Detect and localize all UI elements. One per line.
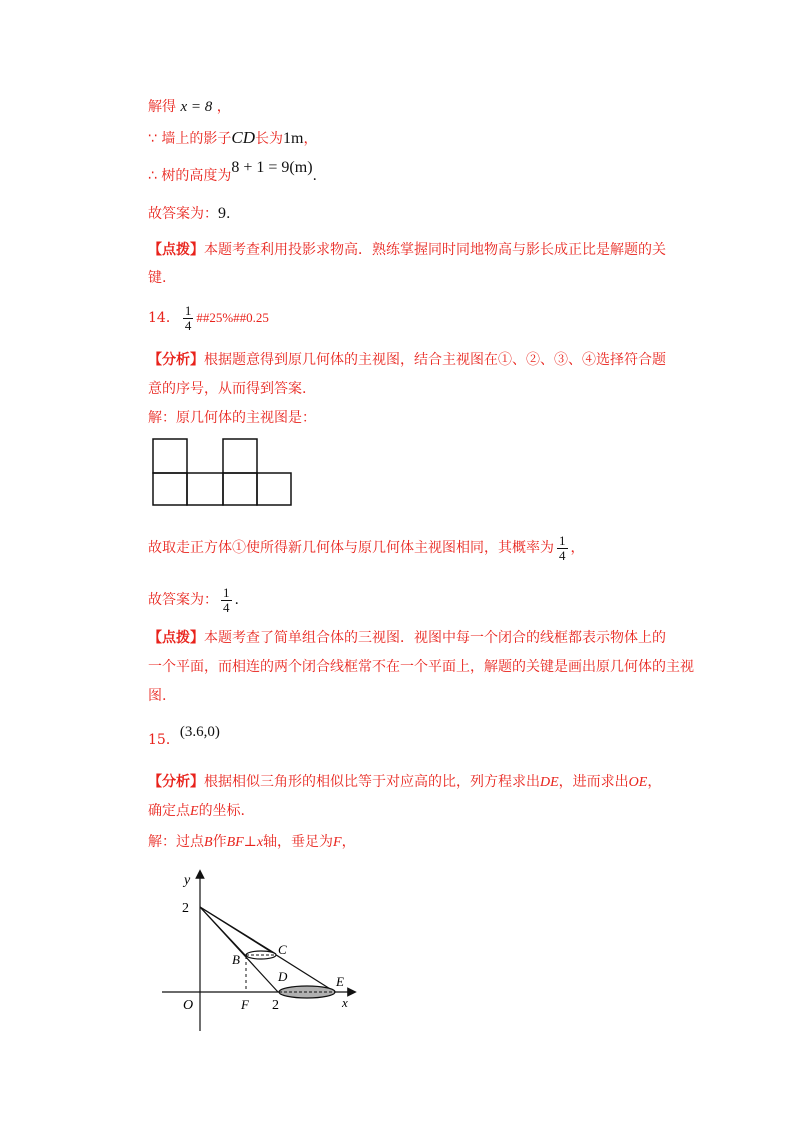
- tip13-label: 【点拨】: [148, 242, 204, 258]
- q15-analysis-text-c: ，: [647, 774, 662, 790]
- therefore-suffix: .: [312, 168, 317, 184]
- solve-suffix: ，: [216, 99, 231, 115]
- q14-answer-den: 4: [223, 599, 230, 615]
- answer13-suffix: .: [226, 206, 231, 222]
- q14-alt-answers: ##25%##0.25: [196, 310, 269, 325]
- q14-conclusion-den: 4: [559, 547, 566, 563]
- q15-solution-d: BF⊥x: [226, 835, 264, 850]
- q15-analysis-text-a: 根据相似三角形的相似比等于对应高的比，列方程求出: [204, 774, 540, 790]
- q15-solution-c: 作: [212, 834, 227, 850]
- q14-frac-num: 1: [184, 302, 192, 318]
- label-d: D: [278, 969, 288, 984]
- because-math-cd: CD: [231, 128, 255, 147]
- coordinate-diagram: [160, 866, 370, 1036]
- q15-solution-f: F: [333, 835, 342, 850]
- q14-tip-text-2: 一个平面，而相连的两个闭合线框常不在一个平面上，解题的关键是画出原几何体的主视: [148, 659, 694, 675]
- q14-fraction: [183, 304, 194, 333]
- q14-conclusion-suffix: ，: [570, 540, 585, 556]
- q15-analysis-text-2a: 确定点: [148, 803, 190, 819]
- tip13-text-2: 键.: [148, 270, 167, 286]
- label-f: F: [241, 997, 249, 1012]
- q15-analysis-de: DE: [540, 775, 559, 790]
- q14-solution-intro-line: [148, 408, 316, 428]
- q14-analysis-line-1: [148, 350, 666, 370]
- q15-solution-line: [148, 832, 356, 853]
- front-view-bottom-square-4: [257, 473, 291, 505]
- front-view-top-mid-square: [223, 439, 257, 473]
- q14-tip-line-1: [148, 628, 666, 648]
- therefore-text: 树的高度为: [161, 168, 232, 184]
- q15-analysis-text-b: ，进而求出: [558, 774, 629, 790]
- because-symbol: ∵: [148, 131, 157, 147]
- because-text-2: 长为: [255, 131, 283, 147]
- q14-answer-suffix: .: [234, 592, 239, 608]
- answer13-label: 故答案为：: [148, 206, 218, 222]
- q14-tip-text-1: 本题考查了简单组合体的三视图．视图中每一个闭合的线框都表示物体上的: [204, 630, 666, 646]
- q15-analysis-line-2: [148, 801, 245, 822]
- q14-tip-line-2: [148, 657, 694, 677]
- q15-analysis-e: E: [190, 804, 199, 819]
- q14-analysis-line-2: [148, 379, 306, 399]
- because-text-1: 墙上的影子: [161, 131, 232, 147]
- q14-frac-den: 4: [184, 317, 192, 333]
- q15-answer-line: [148, 722, 220, 748]
- q14-conclusion-line: [148, 528, 585, 568]
- q15-solution-g: ，: [341, 834, 356, 850]
- q15-analysis-line-1: [148, 772, 661, 793]
- label-2-x-axis: 2: [272, 998, 279, 1013]
- because-suffix: ，: [303, 131, 318, 147]
- label-o: O: [183, 998, 194, 1013]
- q15-solution-e: 轴，垂足为: [263, 834, 334, 850]
- q15-number: 15．: [148, 732, 180, 748]
- label-y: y: [184, 873, 191, 888]
- answer13-line: [148, 204, 230, 224]
- because-line: [148, 128, 317, 149]
- front-view-bottom-square-1: [153, 473, 187, 505]
- therefore-symbol: ∴: [148, 168, 157, 184]
- q14-analysis-label: 【分析】: [148, 352, 204, 368]
- therefore-line: [148, 159, 317, 186]
- solve-line: [148, 97, 231, 117]
- q14-tip-text-3: 图.: [148, 688, 167, 704]
- label-b: B: [232, 952, 240, 967]
- q14-answer-final-line: [148, 580, 239, 620]
- q14-solution-intro: 解：原几何体的主视图是：: [148, 410, 316, 426]
- answer13-value: 9: [218, 205, 226, 222]
- q15-answer-math: (3.6,0): [179, 724, 220, 740]
- front-view-bottom-square-2: [187, 473, 223, 505]
- label-e: E: [336, 974, 344, 989]
- tip13-line-2: [148, 268, 166, 288]
- q15-solution-a: 解：过点: [148, 834, 204, 850]
- q14-analysis-text-2: 意的序号，从而得到答案.: [148, 381, 307, 397]
- q14-analysis-text-1: 根据题意得到原几何体的主视图，结合主视图在①、②、③、④选择符合题: [204, 352, 666, 368]
- therefore-math: 8 + 1 = 9(m): [231, 159, 313, 176]
- q14-tip-label: 【点拨】: [148, 630, 204, 646]
- q15-analysis-label: 【分析】: [148, 774, 204, 790]
- tip13-text-1: 本题考查利用投影求物高．熟练掌握同时同地物高与影长成正比是解题的关: [204, 242, 666, 258]
- solve-prefix: 解得: [148, 99, 176, 115]
- q14-number: 14．: [148, 310, 180, 326]
- solve-math: x = 8: [180, 99, 213, 115]
- q14-tip-line-3: [148, 686, 166, 706]
- q15-analysis-oe: OE: [628, 775, 648, 790]
- q14-answer-label: 故答案为：: [148, 592, 218, 608]
- q14-answer-line: [148, 300, 269, 336]
- front-view-bottom-square-3: [223, 473, 257, 505]
- label-x: x: [342, 995, 348, 1010]
- label-c: C: [278, 942, 287, 957]
- q15-analysis-text-2b: 的坐标.: [198, 803, 246, 819]
- front-view-top-left-square: [153, 439, 187, 473]
- q14-conclusion-fraction: [557, 534, 568, 563]
- q14-answer-num: 1: [223, 584, 230, 600]
- tip13-line-1: [148, 240, 666, 260]
- label-2-y-axis: 2: [182, 901, 189, 916]
- q15-solution-b: B: [204, 835, 213, 850]
- q14-conclusion-num: 1: [559, 532, 566, 548]
- q14-answer-fraction: [221, 586, 232, 615]
- q14-conclusion-text: 故取走正方体①使所得新几何体与原几何体主视图相同，其概率为: [148, 540, 554, 556]
- because-math-length: 1m: [283, 130, 304, 147]
- front-view-figure: [150, 436, 296, 508]
